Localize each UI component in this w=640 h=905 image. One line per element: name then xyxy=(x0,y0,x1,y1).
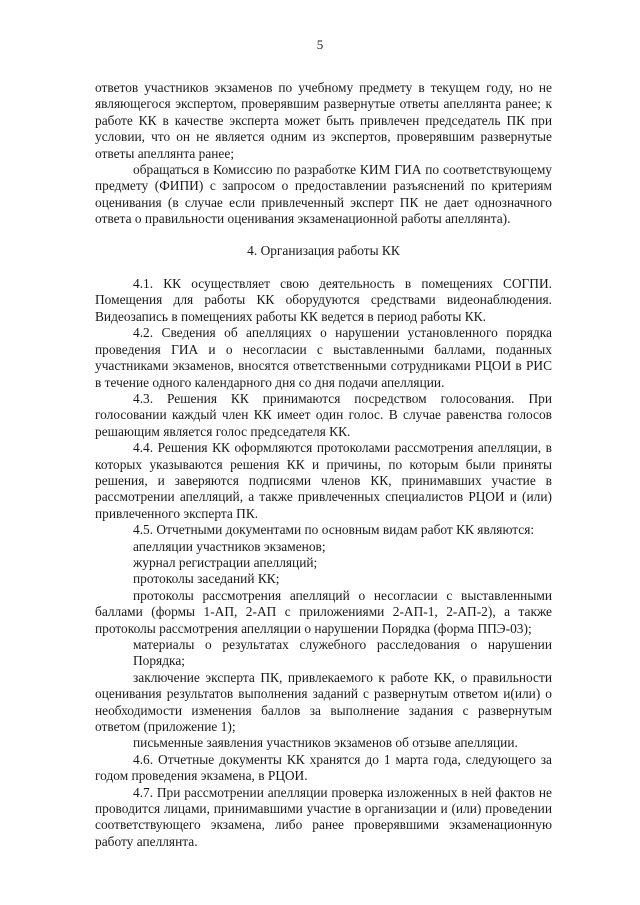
document-body xyxy=(95,80,552,850)
paragraph-4-3: 4.3. Решения КК принимаются посредством голосования. При голосовании каждый член КК имеет один голос. В случае равенства голосов решающим является голос председателя КК. xyxy=(95,390,552,439)
page-number: 5 xyxy=(316,37,324,52)
list-item: журнал регистрации апелляций; xyxy=(133,554,318,570)
list-item: заключение эксперта ПК, привлекаемого к работе КК, о правильности оценивания результатов выполнения заданий с развернутым ответом и(или) о необходимости изменения баллов за выполнение задания с развернутым ответом (приложение 1); xyxy=(95,669,552,735)
list-item: письменные заявления участников экзаменов об отзыве апелляции. xyxy=(133,735,518,751)
paragraph-4-6: 4.6. Отчетные документы КК хранятся до 1 марта года, следующего за годом проведения экзамена, в РЦОИ. xyxy=(95,751,552,784)
paragraph-4-5: 4.5. Отчетными документами по основным видам работ КК являются: xyxy=(133,522,535,538)
paragraph-4-2: 4.2. Сведения об апелляциях о нарушении установленного порядка проведения ГИА и о несогласии с выставленными баллами, поданных участниками экзаменов, вносятся ответственными сотрудниками РЦОИ в РИС в течение одного календарного дня со дня подачи апелляции. xyxy=(95,325,552,390)
paragraph-continuation: ответов участников экзаменов по учебному предмету в текущем году, но не являющегося экспертом, проверявшим развернутые ответы апеллянта ранее; к работе КК в качестве эксперта может быть привлечен председатель ПК при условии, что он не является одним из экспертов, проверявшим развернутые ответы апеллянта ранее; xyxy=(95,80,552,161)
list-item: материалы о результатах служебного расследования о нарушении Порядка; xyxy=(133,637,552,669)
paragraph-4-4: 4.4. Решения КК оформляются протоколами рассмотрения апелляции, в которых указываются решения КК и причины, по которым были приняты решения, и заверяются подписями членов КК, принимавших участие в рассмотрении апелляций, а также привлеченных специалистов РЦОИ и (или) привлеченного эксперта ПК. xyxy=(95,440,552,521)
list-item: протоколы рассмотрения апелляций о несогласии с выставленными баллами (формы 1-АП, 2-АП с приложениями 2-АП-1, 2-АП-2), а также протоколы рассмотрения апелляции о нарушении Порядка (форма ППЭ-03); xyxy=(95,587,552,636)
paragraph-4-7: 4.7. При рассмотрении апелляции проверка изложенных в ней фактов не проводится лицами, принимавшими участие в организации и (или) проведении соответствующего экзамена, либо ранее проверявшими экзаменационную работу апеллянта. xyxy=(95,784,552,849)
section-heading: 4. Организация работы КК xyxy=(247,242,400,258)
list-item: протоколы заседаний КК; xyxy=(133,571,280,587)
list-item: апелляции участников экзаменов; xyxy=(133,538,326,554)
paragraph-fipi-request: обращаться в Комиссию по разработке КИМ ГИА по соответствующему предмету (ФИПИ) с запросом о предоставлении разъяснений по критериям оценивания (в случае если привлеченный эксперт ПК не дает однозначного ответа о правильности оценивания экзаменационной работы апеллянта). xyxy=(95,162,552,227)
paragraph-4-1: 4.1. КК осуществляет свою деятельность в помещениях СОГПИ. Помещения для работы КК оборудуются средствами видеонаблюдения. Видеозапись в помещениях работы КК ведется в период работы КК. xyxy=(95,276,552,324)
